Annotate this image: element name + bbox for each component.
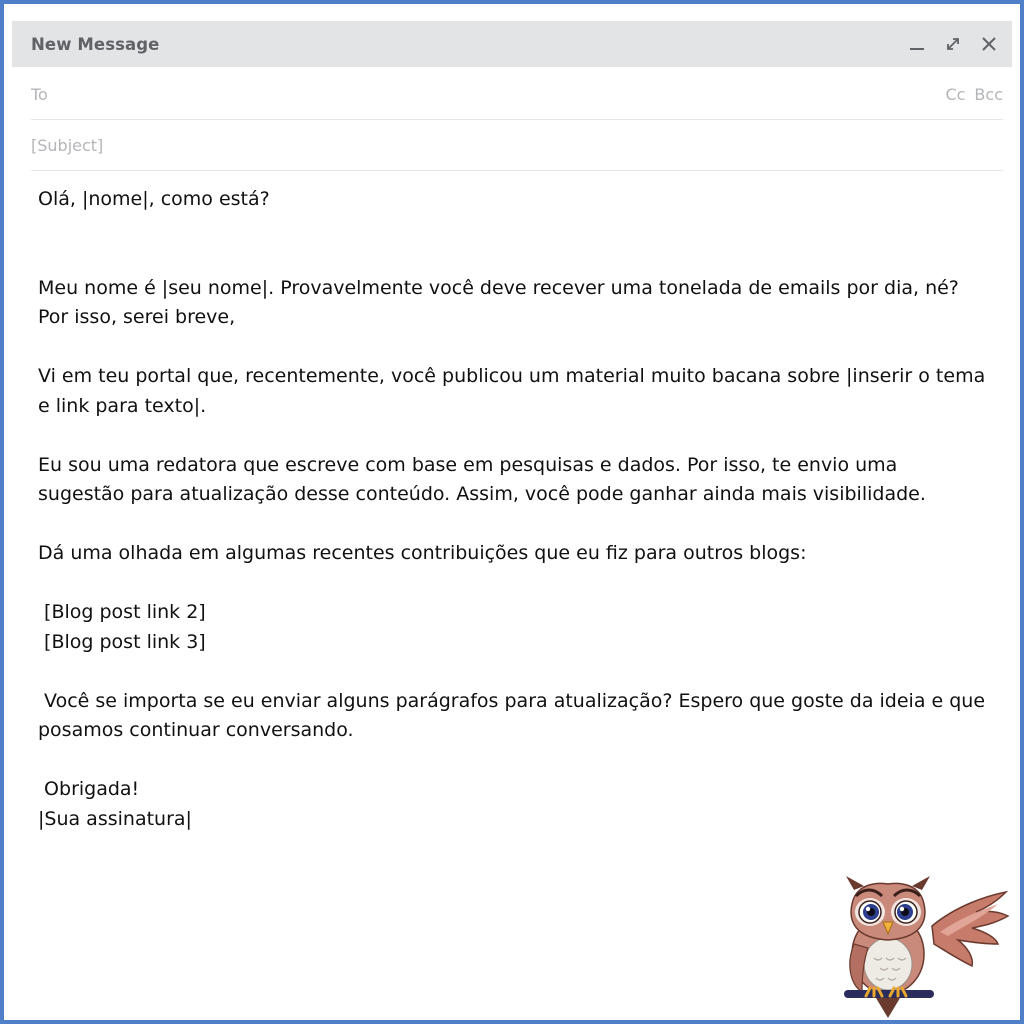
cc-link[interactable]: Cc — [945, 85, 966, 104]
to-row — [31, 70, 1003, 120]
blank-line — [38, 215, 988, 274]
compose-titlebar — [12, 21, 1012, 67]
window-controls — [906, 33, 1000, 55]
message-body[interactable] — [38, 185, 992, 834]
message-greeting: Olá, |nome|, como está? — [38, 188, 270, 210]
message-paragraph: Dá uma olhada em algumas recentes contribuições que eu fiz para outros blogs: — [38, 542, 807, 564]
subject-input[interactable] — [31, 131, 1003, 161]
blank-line — [38, 421, 988, 451]
expand-button[interactable] — [942, 33, 964, 55]
owl-mascot-icon — [836, 874, 1012, 1020]
subject-row — [31, 121, 1003, 171]
close-icon — [980, 35, 998, 53]
message-paragraph: Você se importa se eu enviar alguns parágrafos para atualização? Espero que goste da ideia e que posamos continuar conversando. — [38, 689, 992, 741]
blank-line — [38, 657, 988, 687]
message-paragraph: Meu nome é |seu nome|. Provavelmente você deve recever uma tonelada de emails por dia, né? Por isso, serei breve, — [38, 276, 965, 328]
blog-link-item: [Blog post link 2] — [38, 601, 206, 623]
close-button[interactable] — [978, 33, 1000, 55]
message-signature: |Sua assinatura| — [38, 807, 192, 830]
cc-bcc-links — [945, 85, 1003, 104]
minimize-icon — [908, 35, 926, 53]
blog-link-item: [Blog post link 3] — [38, 630, 206, 653]
blank-line — [38, 333, 988, 363]
blank-line — [38, 569, 988, 599]
window-title: New Message — [31, 34, 160, 54]
message-paragraph: Eu sou uma redatora que escreve com base em pesquisas e dados. Por isso, te envio uma sugestão para atualização desse conteúdo. Assim, você pode ganhar ainda mais visibilidade. — [38, 453, 926, 505]
to-input[interactable] — [31, 80, 945, 110]
message-closing: Obrigada! — [38, 778, 140, 800]
minimize-button[interactable] — [906, 33, 928, 55]
bcc-link[interactable]: Bcc — [974, 85, 1003, 104]
message-paragraph: Vi em teu portal que, recentemente, você publicou um material muito bacana sobre |inserir o tema e link para texto|. — [38, 365, 992, 417]
blank-line — [38, 510, 988, 540]
blank-line — [38, 746, 988, 776]
expand-icon — [944, 35, 962, 53]
